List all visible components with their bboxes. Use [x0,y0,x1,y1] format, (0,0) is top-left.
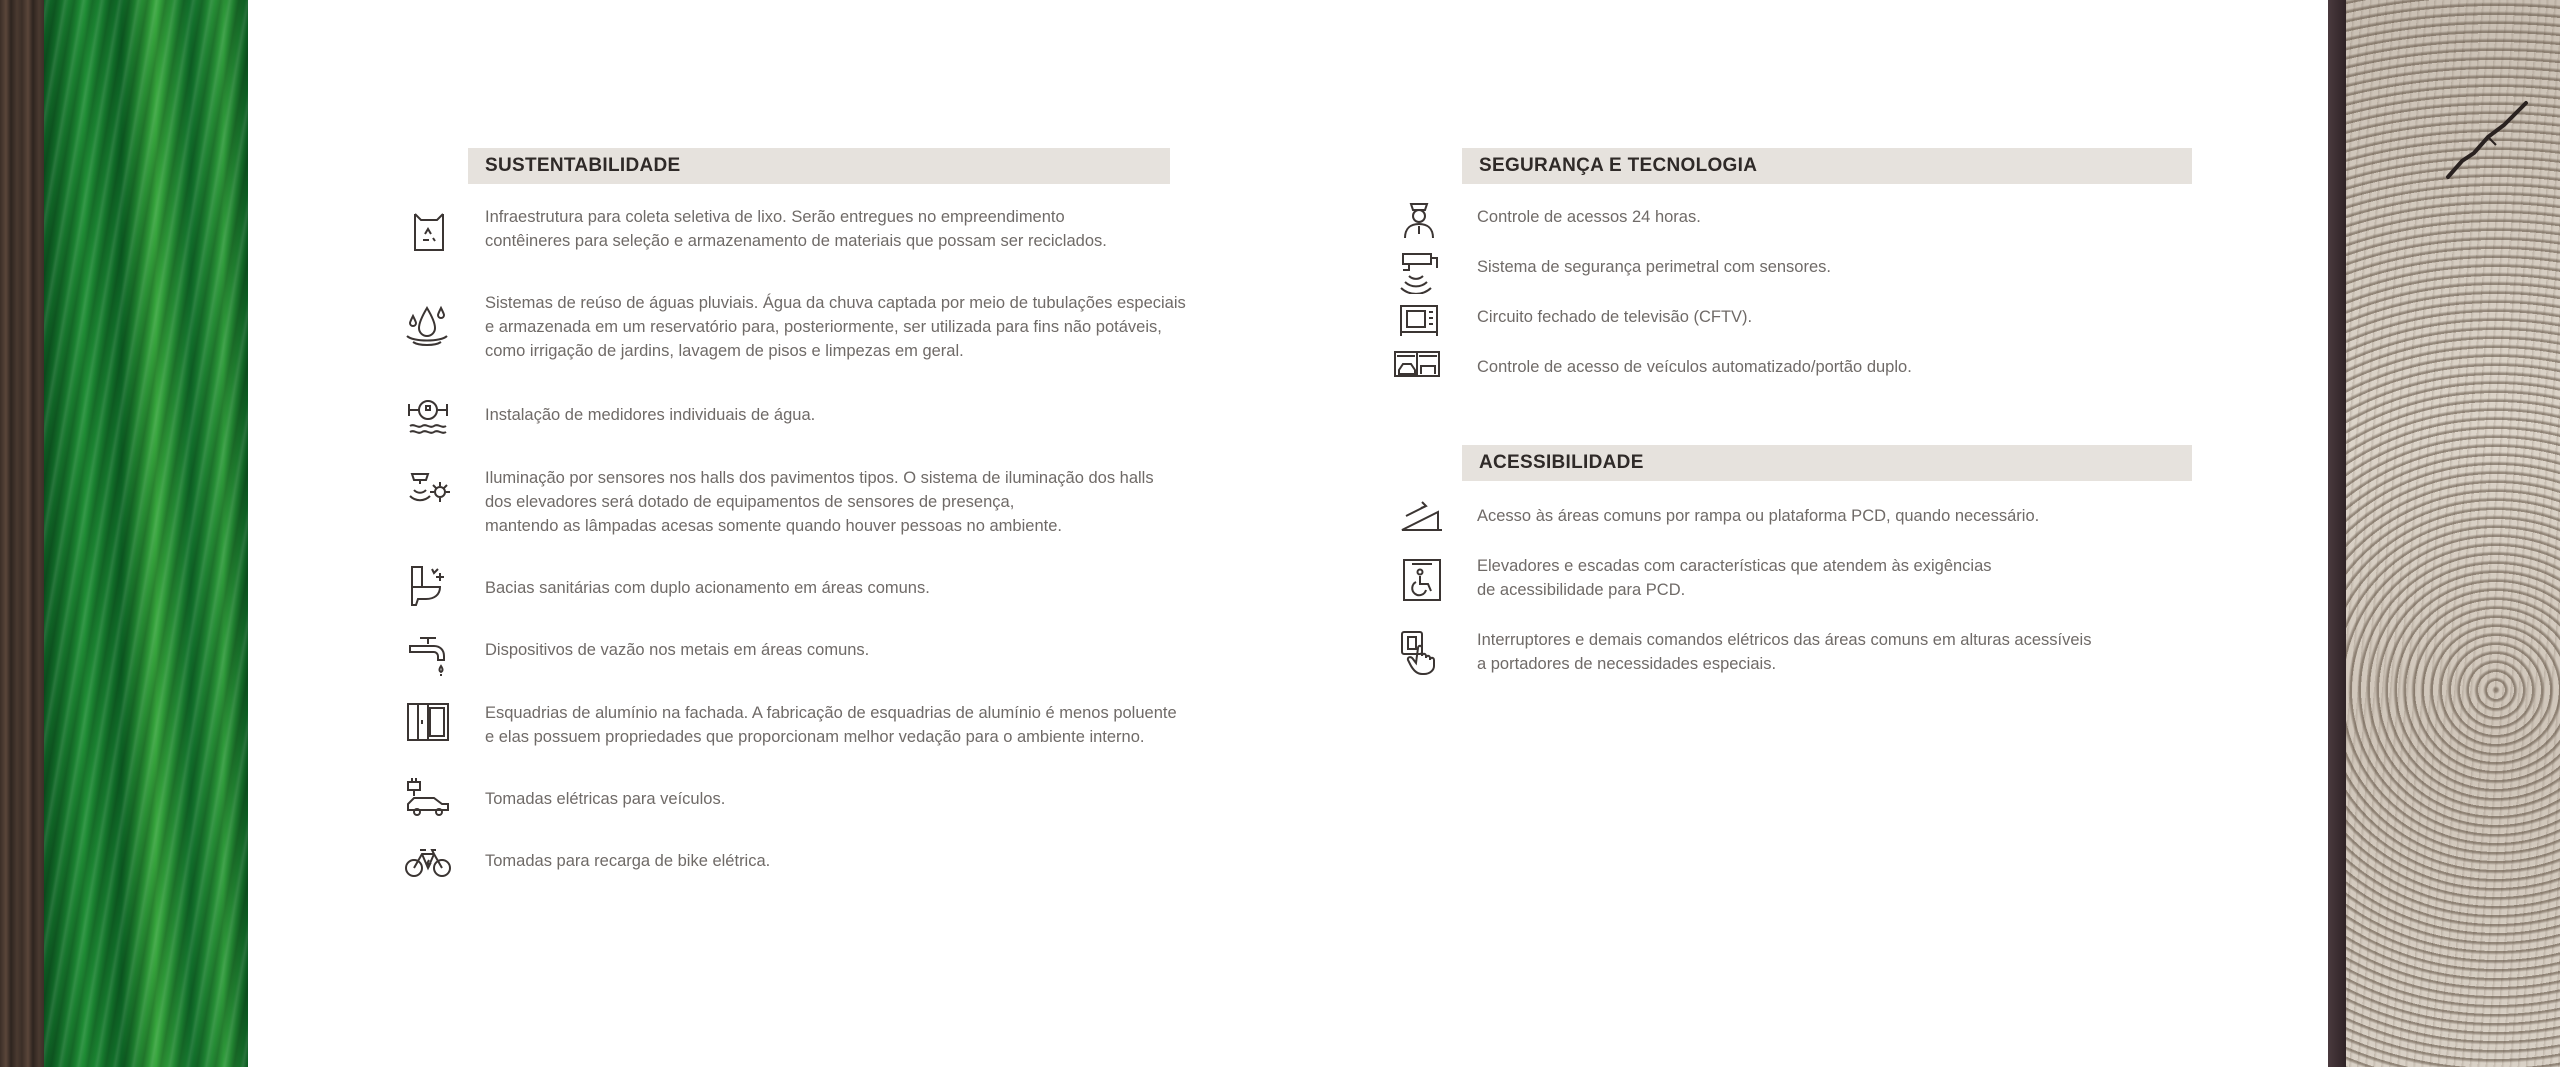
ramp-icon [1398,490,1446,538]
recycle-bin-icon [405,208,453,256]
window-frame-icon [404,698,452,746]
motion-sensor-light-icon [404,466,452,514]
water-drops-icon [403,302,451,350]
electric-car-icon [404,774,452,822]
water-meter-icon [404,392,452,440]
list-item: Circuito fechado de televisão (CFTV). [1477,308,1753,326]
list-item: Elevadores e escadas com características que atendem às exigências de acessibilidade para PCD. [1477,557,1992,599]
perimeter-sensor-icon [1395,246,1443,294]
vehicle-gate-icon [1393,344,1441,392]
faucet-icon [404,632,452,680]
list-item: Iluminação por sensores nos halls dos pavimentos tipos. O sistema de iluminação dos halls dos elevadores será dotado de equipamentos de sensores de presença, mantendo as lâmpadas acesas somente quando houver pessoas no ambiente. [485,469,1154,535]
cctv-monitor-icon [1395,296,1443,344]
list-item: Sistema de segurança perimetral com sensores. [1477,258,1831,276]
list-item: Infraestrutura para coleta seletiva de lixo. Serão entregues no empreendimento contêineres para seleção e armazenamento de materiais que possam ser reciclados. [485,208,1107,250]
list-item: Esquadrias de alumínio na fachada. A fabricação de esquadrias de alumínio é menos poluente e elas possuem propriedades que proporcionam melhor vedação para o ambiente interno. [485,704,1177,746]
list-item: Tomadas para recarga de bike elétrica. [485,852,771,870]
wood-crack-decoration [2426,95,2536,185]
wood-edge-right [2328,0,2346,1067]
switch-hand-icon [1398,628,1446,676]
electric-bike-icon [404,838,452,886]
section-title-sustentabilidade: SUSTENTABILIDADE [468,148,1170,184]
list-item: Bacias sanitárias com duplo acionamento em áreas comuns. [485,579,930,597]
list-item: Sistemas de reúso de águas pluviais. Água da chuva captada por meio de tubulações especiais e armazenada em um reservatório para, posteriormente, ser utilizada para fins não potáveis, como irrigação de jardins, lavagem de pisos e limpezas em geral. [485,294,1186,360]
list-item: Interruptores e demais comandos elétricos das áreas comuns em alturas acessíveis a portadores de necessidades especiais. [1477,631,2092,673]
toilet-icon [404,561,452,609]
list-item: Instalação de medidores individuais de água. [485,406,816,424]
section-title-acessibilidade: ACESSIBILIDADE [1462,445,2192,481]
section-title-seguranca: SEGURANÇA E TECNOLOGIA [1462,148,2192,184]
list-item: Tomadas elétricas para veículos. [485,790,726,808]
accessible-elevator-icon [1398,556,1446,604]
green-leaf-image [44,0,248,1067]
list-item: Controle de acesso de veículos automatizado/portão duplo. [1477,358,1912,376]
security-guard-icon [1395,196,1443,244]
list-item: Acesso às áreas comuns por rampa ou plataforma PCD, quando necessário. [1477,507,2040,525]
wood-texture-left [0,0,44,1067]
list-item: Controle de acessos 24 horas. [1477,208,1701,226]
list-item: Dispositivos de vazão nos metais em áreas comuns. [485,641,870,659]
